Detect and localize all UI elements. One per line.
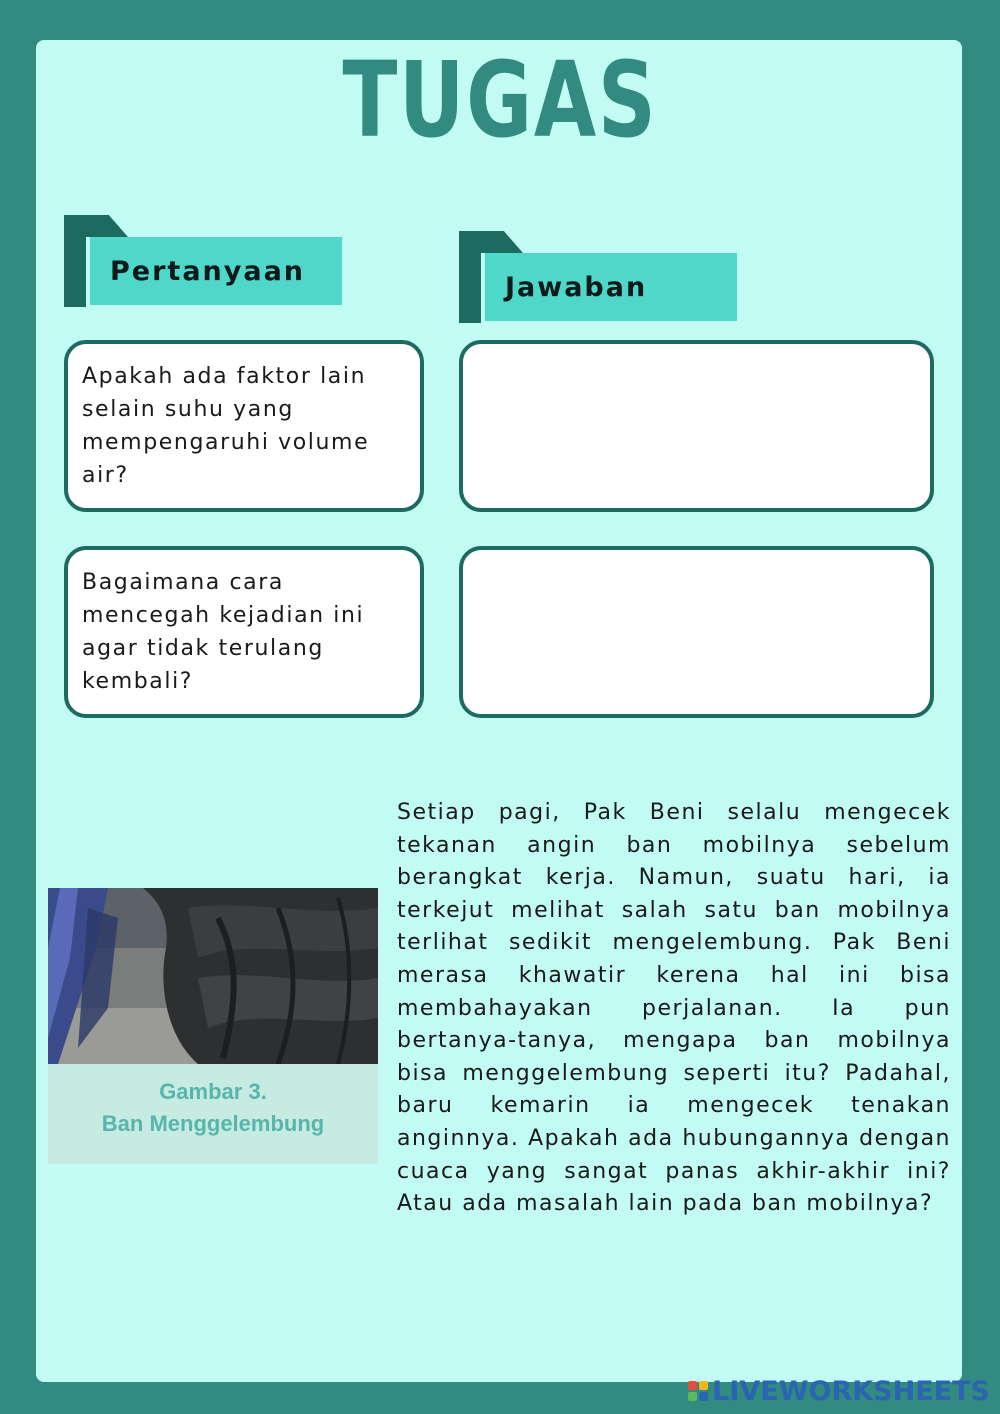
footer-brand[interactable] (688, 1374, 990, 1408)
answers-header-label: Jawaban (485, 253, 737, 321)
question-text-1: Apakah ada faktor lain selain suhu yang mempengaruhi volume air? (82, 364, 370, 488)
answer-input-1[interactable] (471, 352, 922, 500)
answer-input-2[interactable] (471, 558, 922, 706)
tire-photo (48, 888, 378, 1064)
figure-caption-line-2: Ban Menggelembung (101, 1111, 325, 1136)
figure-caption-line-1: Gambar 3. (159, 1079, 267, 1104)
question-text-2: Bagaimana cara mencegah kejadian ini agar tidak terulang kembali? (82, 570, 365, 694)
figure-caption (48, 1064, 378, 1164)
story-paragraph: Setiap pagi, Pak Beni selalu mengecek tekanan angin ban mobilnya sebelum berangkat kerja. Namun, suatu hari, ia terkejut melihat salah satu ban mobilnya terlihat sedikit mengelembung. Pak Beni merasa khawatir kerena hal ini bisa membahayakan perjalanan. Ia pun bertanya-tanya, mengapa ban mobilnya bisa menggelembung seperti itu? Padahal, baru kemarin ia mengecek tenakan anginnya. Apakah ada hubungannya dengan cuaca yang sangat panas akhir-akhir ini? Atau ada masalah lain pada ban mobilnya? (397, 800, 951, 1217)
answer-box-2[interactable] (459, 546, 934, 718)
liveworksheets-logo-icon (688, 1381, 708, 1401)
question-box-1 (64, 340, 424, 512)
page-title: TUGAS (342, 39, 658, 161)
footer-brand-text: LIVEWORKSHEETS (712, 1375, 990, 1407)
figure-bulging-tire (48, 888, 378, 1164)
answer-box-1[interactable] (459, 340, 934, 512)
question-box-2 (64, 546, 424, 718)
questions-header-label: Pertanyaan (90, 237, 342, 305)
